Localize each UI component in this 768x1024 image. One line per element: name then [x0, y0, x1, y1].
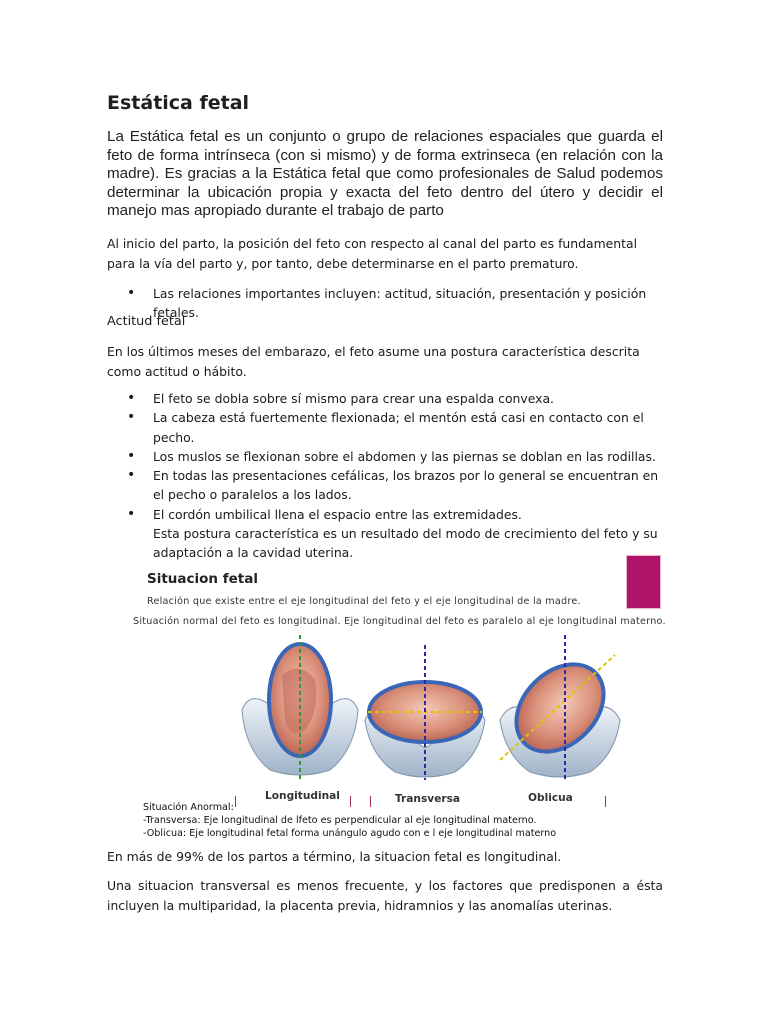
list-item: • Los muslos se flexionan sobre el abdomen y las piernas se doblan en las rodillas.: [107, 447, 667, 466]
tick-mark: [235, 796, 236, 807]
paragraph-transversal: Una situacion transversal es menos frecuente, y los factores que predisponen a ésta incluyen la multiparidad, la placenta previa, hidramnios y las anomalías uterinas.: [107, 878, 663, 913]
tick-mark: [370, 796, 371, 807]
list-item: • La cabeza está fuertemente flexionada; el mentón está casi en contacto con el pecho.: [107, 408, 667, 447]
intro-paragraph: La Estática fetal es un conjunto o grupo de relaciones espaciales que guarda el feto de forma intrínseca (con si mismo) y de forma extrinseca (en relación con la madre). Es gracias a la Estática fetal que como profesionales de Salud podemos determinar la ubicación propia y exacta del feto dentro del útero y decidir el manejo mas apropiado durante el trabajo de parto: [107, 128, 663, 220]
pelvis-oblicua: [499, 635, 621, 780]
figure-title: Situacion fetal: [147, 571, 258, 587]
figure-caption-2: Situación normal del feto es longitudinal. Eje longitudinal del feto es paralelo al eje longitudinal materno.: [133, 616, 666, 627]
accent-block: [626, 555, 661, 609]
label-longitudinal: Longitudinal: [265, 790, 340, 802]
tick-mark: [350, 796, 351, 807]
label-oblicua: Oblicua: [528, 792, 573, 804]
anomalia-title: Situación Anormal:: [143, 802, 234, 813]
relaciones-list: [107, 284, 667, 323]
anomalia-transversa: -Transversa: Eje longitudinal de lfeto es perpendicular al eje longitudinal materno.: [143, 815, 537, 826]
actitud-extra: Esta postura característica es un resultado del modo de crecimiento del feto y su adaptación a la cavidad uterina.: [153, 526, 658, 561]
pelvis-transversa: [365, 645, 485, 780]
actitud-list: [107, 389, 667, 563]
figure-caption-1: Relación que existe entre el eje longitudinal del feto y el eje longitudinal de la madre.: [147, 596, 581, 607]
tick-mark: [605, 796, 606, 807]
page-title: Estática fetal: [107, 92, 250, 114]
list-item: • El cordón umbilical llena el espacio entre las extremidades.: [107, 505, 667, 524]
paragraph-99: En más de 99% de los partos a término, la situacion fetal es longitudinal.: [107, 849, 562, 864]
label-transversa: Transversa: [395, 793, 461, 805]
pelvis-longitudinal: [242, 635, 358, 780]
anomalia-oblicua: -Oblicua: Eje longitudinal fetal forma unángulo agudo con e l eje longitudinal materno: [143, 828, 557, 839]
list-item: • En todas las presentaciones cefálicas, los brazos por lo general se encuentran en el pecho o paralelos a los lados.: [107, 466, 667, 505]
list-item: • Las relaciones importantes incluyen: actitud, situación, presentación y posición fetales.: [107, 284, 667, 323]
paragraph-inicio-parto: Al inicio del parto, la posición del feto con respecto al canal del parto es fundamental para la vía del parto y, por tanto, debe determinarse en el parto prematuro.: [107, 236, 638, 271]
actitud-intro: En los últimos meses del embarazo, el feto asume una postura característica descrita como actitud o hábito.: [107, 344, 640, 379]
fetal-situation-illustration: [230, 630, 630, 790]
list-item: • El feto se dobla sobre sí mismo para crear una espalda convexa.: [107, 389, 667, 408]
actitud-heading: Actitud fetal: [107, 314, 186, 329]
